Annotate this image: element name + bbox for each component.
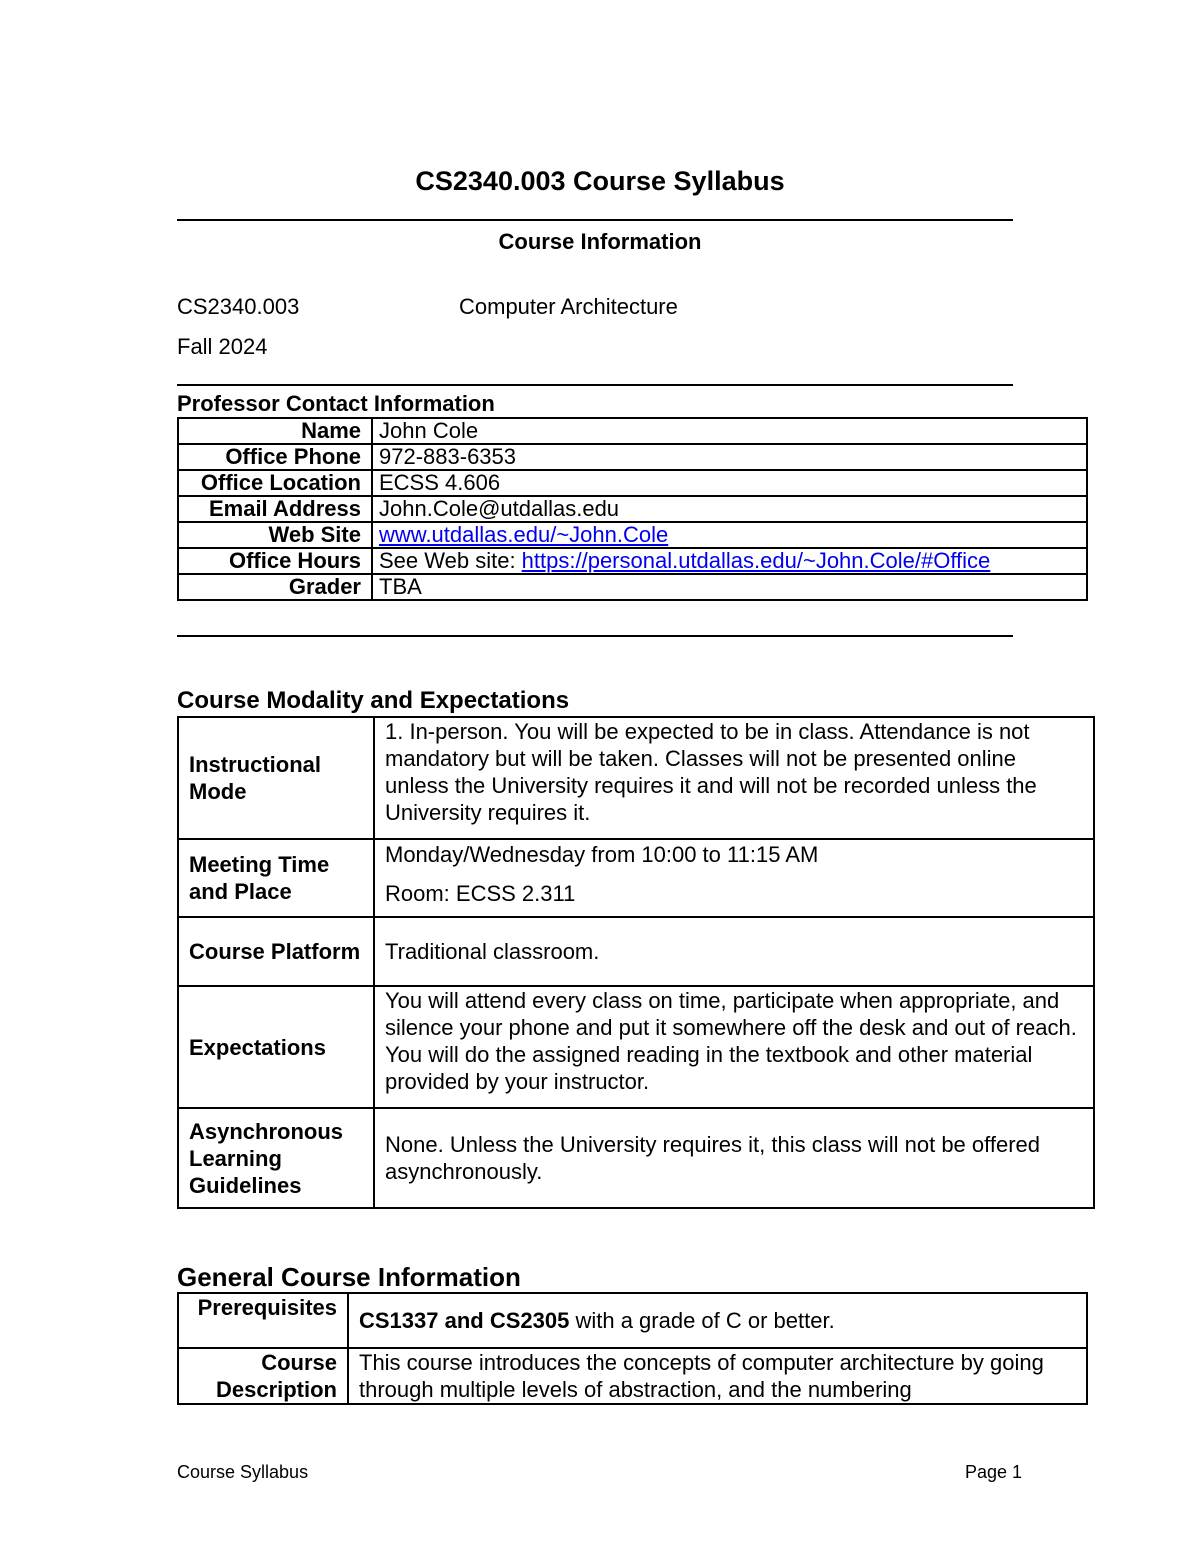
description-label: Course Description [178,1348,348,1404]
table-row [178,717,1094,839]
modality-label: Course Platform [178,917,374,986]
table-row [178,418,1087,444]
course-info-heading: Course Information [498,229,702,254]
table-row [178,496,1087,522]
table-row [178,1348,1087,1404]
table-row [178,574,1087,600]
modality-text: 1. In-person. You will be expected to be in class. Attendance is not mandatory but will be taken. Classes will not be presented online unless the University requires it and will not be recorded unless the University requires it. [385,719,1037,825]
modality-heading: Course Modality and Expectations [177,687,570,714]
footer-left: Course Syllabus [177,1462,309,1482]
modality-text: Traditional classroom. [385,939,600,964]
page-number: Page 1 [964,1462,1022,1482]
contact-value: John.Cole@utdallas.edu [372,496,1087,522]
table-row [178,522,1087,548]
contact-value: 972-883-6353 [372,444,1087,470]
modality-table [177,716,1095,1209]
contact-value: ECSS 4.606 [372,470,1087,496]
table-row [178,839,1094,917]
table-row [178,548,1087,574]
table-row [178,917,1094,986]
modality-value [374,717,1094,839]
general-heading: General Course Information [177,1262,521,1292]
modality-label: Instructional Mode [178,717,374,839]
table-row [178,444,1087,470]
table-row [178,986,1094,1108]
page-title: CS2340.003 Course Syllabus [415,166,785,196]
contact-table [177,417,1088,601]
contact-value [372,522,1087,548]
divider [177,635,1013,637]
contact-value [372,548,1087,574]
office-hours-prefix: See Web site: [379,548,522,573]
modality-label: Meeting Time and Place [178,839,374,917]
course-name: Computer Architecture [459,294,678,319]
contact-label: Office Hours [178,548,372,574]
modality-label: Asynchronous Learning Guidelines [178,1108,374,1208]
prereq-rest: with a grade of C or better. [569,1308,835,1333]
course-number: CS2340.003 [177,294,300,319]
prereq-courses: CS1337 and CS2305 [359,1308,570,1333]
contact-label: Name [178,418,372,444]
website-link[interactable]: www.utdallas.edu/~John.Cole [379,522,669,547]
modality-value [374,839,1094,917]
modality-text: You will attend every class on time, participate when appropriate, and silence your phone and put it somewhere off the desk and out of reach. You will do the assigned reading in the textbook and other material provided by your instructor. [385,988,1077,1094]
modality-value [374,917,1094,986]
modality-value [374,986,1094,1108]
contact-value: John Cole [372,418,1087,444]
modality-text: Room: ECSS 2.311 [385,881,576,906]
contact-heading: Professor Contact Information [177,391,495,416]
table-row [178,470,1087,496]
contact-label: Office Phone [178,444,372,470]
prereq-label: Prerequisites [178,1293,348,1348]
course-term: Fall 2024 [177,334,268,359]
office-hours-link[interactable]: https://personal.utdallas.edu/~John.Cole/#Office [521,548,991,573]
prereq-value [348,1293,1087,1348]
table-row [178,1293,1087,1348]
modality-text: Monday/Wednesday from 10:00 to 11:15 AM [385,842,819,867]
general-table [177,1292,1088,1405]
contact-value: TBA [372,574,1087,600]
modality-label: Expectations [178,986,374,1108]
contact-label: Email Address [178,496,372,522]
contact-label: Grader [178,574,372,600]
contact-label: Office Location [178,470,372,496]
modality-value [374,1108,1094,1208]
divider [177,384,1013,386]
divider [177,219,1013,221]
table-row [178,1108,1094,1208]
description-value: This course introduces the concepts of computer architecture by going through multiple levels of abstraction, and the numbering [348,1348,1087,1404]
modality-text: None. Unless the University requires it, this class will not be offered asynchronously. [385,1132,1040,1184]
contact-label: Web Site [178,522,372,548]
